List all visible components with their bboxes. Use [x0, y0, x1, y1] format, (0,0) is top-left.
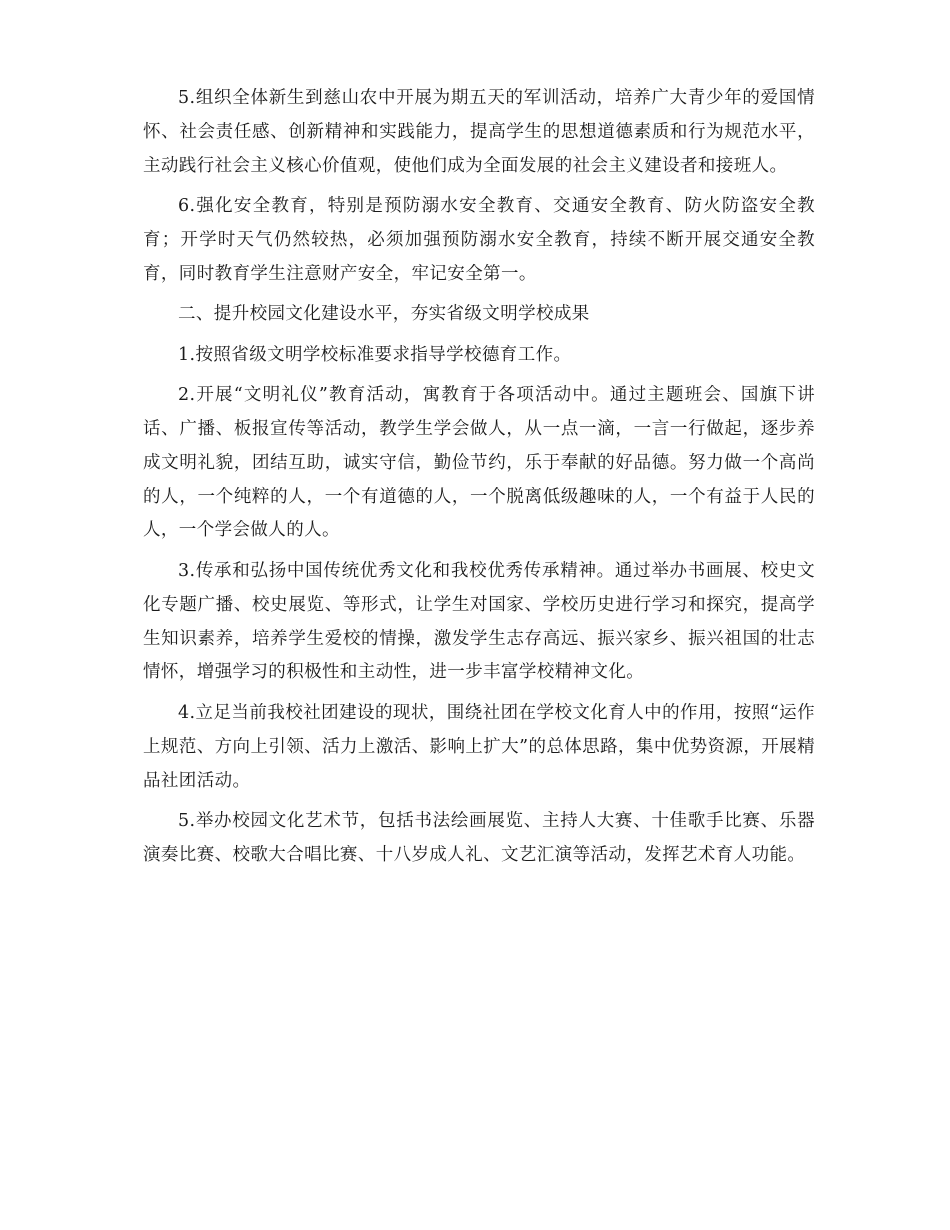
paragraph-etiquette-education: 2.开展“文明礼仪”教育活动，寓教育于各项活动中。通过主题班会、国旗下讲话、广播、板报宣传等活动，教学生学会做人，从一点一滴，一言一行做起，逐步养成文明礼貌，团结互助，诚实守信，勤俭节约，乐于奉献的好品德。努力做一个高尚的人，一个纯粹的人，一个有道德的人，一个脱离低级趣味的人，一个有益于人民的人，一个学会做人的人。 — [143, 384, 815, 541]
paragraph-military-training: 5.组织全体新生到慈山农中开展为期五天的军训活动，培养广大青少年的爱国情怀、社会责任感、创新精神和实践能力，提高学生的思想道德素质和行为规范水平，主动践行社会主义核心价值观，使他们成为全面发展的社会主义建设者和接班人。 — [143, 88, 815, 176]
document-body — [143, 82, 815, 879]
paragraph-civilized-school-standard: 1.按照省级文明学校标准要求指导学校德育工作。 — [178, 344, 572, 365]
paragraph-safety-education: 6.强化安全教育，特别是预防溺水安全教育、交通安全教育、防火防盗安全教育；开学时天气仍然较热，必须加强预防溺水安全教育，持续不断开展交通安全教育，同时教育学生注意财产安全，牢记安全第一。 — [143, 196, 815, 284]
paragraph-art-festival: 5.举办校园文化艺术节，包括书法绘画展览、主持人大赛、十佳歌手比赛、乐器演奏比赛、校歌大合唱比赛、十八岁成人礼、文艺汇演等活动，发挥艺术育人功能。 — [143, 810, 815, 865]
paragraph-student-clubs: 4.立足当前我校社团建设的现状，围绕社团在学校文化育人中的作用，按照“运作上规范、方向上引领、活力上激活、影响上扩大”的总体思路，集中优势资源，开展精品社团活动。 — [143, 702, 815, 791]
section-heading-campus-culture: 二、提升校园文化建设水平，夯实省级文明学校成果 — [178, 304, 590, 325]
paragraph-traditional-culture: 3.传承和弘扬中国传统优秀文化和我校优秀传承精神。通过举办书画展、校史文化专题广播、校史展览、等形式，让学生对国家、学校历史进行学习和探究，提高学生知识素养，培养学生爱校的情操，激发学生志存高远、振兴家乡、振兴祖国的壮志情怀，增强学习的积极性和主动性，进一步丰富学校精神文化。 — [143, 560, 815, 683]
